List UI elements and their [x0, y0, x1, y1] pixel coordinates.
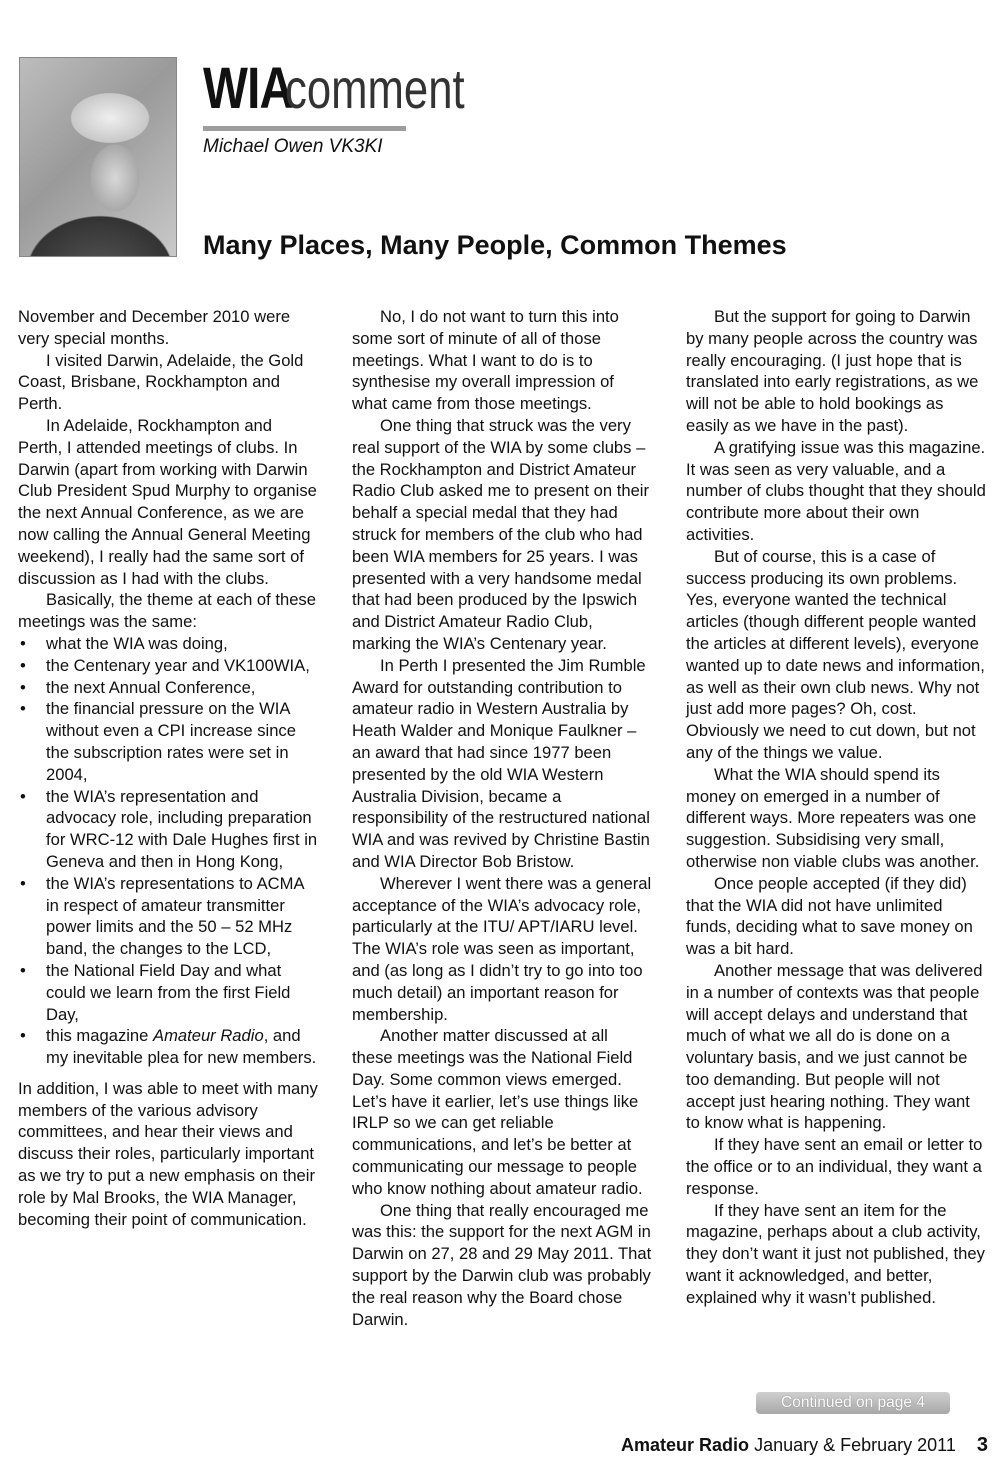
list-item	[18, 1025, 318, 1069]
paragraph: Wherever I went there was a general acceptance of the WIA’s advocacy role, particularly at the ITU/ APT/IARU level. The WIA’s role was seen as important, and (as long as I didn’t try to go into too much detail) an important reason for membership.	[352, 873, 652, 1024]
title-light: comment	[284, 57, 465, 120]
footer-issue: January & February 2011	[754, 1435, 956, 1455]
paragraph: If they have sent an email or letter to the office or to an individual, they want a response.	[686, 1135, 983, 1198]
paragraph: But the support for going to Darwin by many people across the country was really encouraging. (I just hope that is translated into early registrations, as we will not be able to hold bookings as easily as we have in the past).	[686, 307, 979, 435]
author-photo	[19, 57, 177, 257]
paragraph: One thing that struck was the very real support of the WIA by some clubs – the Rockhampton and District Amateur Radio Club asked me to present on their behalf a special medal that they had struck for members of the club who had been WIA members for 25 years. I was presented with a very handsome medal that had been produced by the Ipswich and District Amateur Radio Club, marking the WIA’s Centenary year.	[352, 415, 650, 653]
paragraph: November and December 2010 were very special months.	[18, 307, 291, 348]
paragraph: Another message that was delivered in a number of contexts was that people will accept delays and understand that much of what we all do is done on a voluntary basis, and we just cannot be too demanding. But people will not accept just hearing nothing. They want to know what is happening.	[686, 960, 983, 1133]
list-item: • the Centenary year and VK100WIA,	[18, 655, 318, 677]
continued-banner: Continued on page 4	[756, 1392, 950, 1414]
list-item: • the WIA’s representation and advocacy role, including preparation for WRC-12 with Dale Hughes first in Geneva and then in Hong Kong,	[18, 786, 318, 873]
article-headline: Many Places, Many People, Common Themes	[203, 230, 787, 260]
paragraph: I visited Darwin, Adelaide, the Gold Coast, Brisbane, Rockhampton and Perth.	[18, 350, 304, 414]
paragraph: No, I do not want to turn this into some sort of minute of all of those meetings. What I want to do is to synthesise my overall impression of what came from those meetings.	[352, 307, 619, 414]
list-item: • the WIA’s representations to ACMA in respect of amateur transmitter power limits and the 50 – 52 MHz band, the changes to the LCD,	[18, 873, 318, 960]
paragraph: But of course, this is a case of success producing its own problems. Yes, everyone wanted the technical articles (though different people wanted the articles at different levels), everyone wanted up to date news and information, as well as their own club news. Why not just add more pages? Oh, cost. Obviously we need to cut down, but not any of the things we value.	[686, 546, 985, 762]
paragraph: In Adelaide, Rockhampton and Perth, I attended meetings of clubs. In Darwin (apart from working with Darwin Club President Spud Murphy to organise the next Annual Conference, as we are now calling the Annual General Meeting weekend), I really had the same sort of discussion as I had with the clubs.	[18, 415, 317, 588]
list-item: • the financial pressure on the WIA without even a CPI increase since the subscription rates were set in 2004,	[18, 698, 318, 785]
list-item: • the National Field Day and what could we learn from the first Field Day,	[18, 960, 318, 1025]
paragraph: A gratifying issue was this magazine. It was seen as very valuable, and a number of clubs thought that they should contribute more about their own activities.	[686, 437, 986, 544]
paragraph: One thing that really encouraged me was this: the support for the next AGM in Darwin on 27, 28 and 29 May 2011. That support by the Darwin club was probably the real reason why the Board chose Darwin.	[352, 1200, 652, 1329]
paragraph: Basically, the theme at each of these meetings was the same:	[18, 590, 316, 632]
paragraph: In Perth I presented the Jim Rumble Award for outstanding contribution to amateur radio in Western Australia by Heath Walder and Monique Faulkner – an award that had since 1977 been presented by the old WIA Western Australia Division, became a responsibility of the restructured national WIA and was revived by Christine Bastin and WIA Director Bob Bristow.	[352, 655, 650, 871]
page-number: 3	[976, 1434, 988, 1456]
title-rule	[203, 126, 406, 131]
list-item: • the next Annual Conference,	[18, 677, 318, 699]
column-title	[203, 56, 515, 121]
title-bold: WIA	[203, 56, 293, 121]
author-byline: Michael Owen VK3KI	[203, 136, 383, 157]
list-item-text: , and my inevitable plea for new members.	[46, 1026, 317, 1068]
bullet-list	[18, 633, 318, 1069]
text-column-3	[686, 306, 986, 1309]
paragraph: If they have sent an item for the magazine, perhaps about a club activity, they don’t want it just not published, they want it acknowledged, and better, explained why it wasn’t published.	[686, 1200, 985, 1307]
footer-magazine: Amateur Radio	[621, 1435, 750, 1455]
page-footer	[621, 1434, 988, 1457]
text-column-1	[18, 306, 318, 1230]
text-column-2	[352, 306, 652, 1330]
list-item: • what the WIA was doing,	[18, 633, 318, 655]
paragraph: Once people accepted (if they did) that the WIA did not have unlimited funds, deciding what to save money on was a bit hard.	[686, 873, 973, 959]
paragraph: Another matter discussed at all these meetings was the National Field Day. Some common views emerged. Let’s have it earlier, let’s use things like IRLP so we can get reliable communications, and let’s be better at communicating our message to people who know nothing about amateur radio.	[352, 1026, 643, 1198]
list-item-text: this magazine	[46, 1026, 153, 1046]
magazine-name: Amateur Radio	[153, 1026, 264, 1046]
paragraph: In addition, I was able to meet with many members of the various advisory committees, and hear their views and discuss their roles, particularly important as we try to put a new emphasis on their role by Mal Brooks, the WIA Manager, becoming their point of communication.	[18, 1078, 318, 1229]
paragraph: What the WIA should spend its money on emerged in a number of different ways. More repeaters was one suggestion. Subsidising very small, otherwise non viable clubs was another.	[686, 764, 980, 871]
